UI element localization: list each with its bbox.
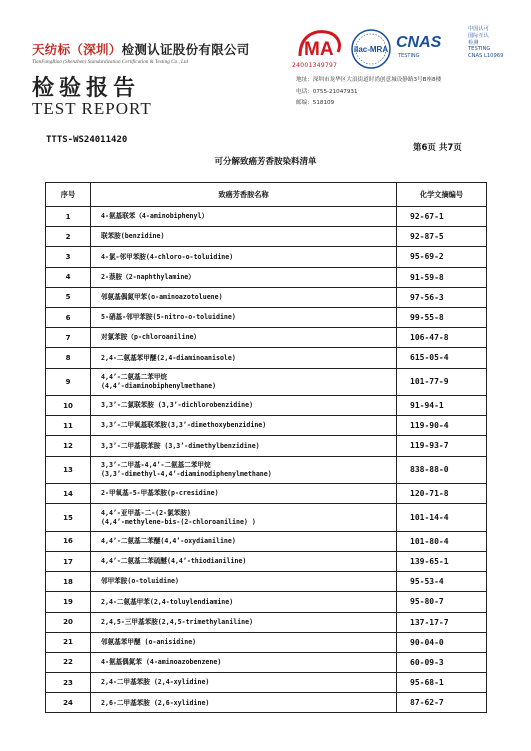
cell-cas-number: 119-90-4 [397,416,487,436]
amine-name-line: 3,3’-二甲基联苯胺 (3,3’-dimethylbenzidine) [101,441,260,450]
cell-amine-name [91,456,397,484]
column-header-cas: 化学文摘编号 [397,183,487,207]
table-row [46,247,487,267]
table-row [46,396,487,416]
cell-no: 16 [46,531,91,551]
report-title-en: TEST REPORT [32,99,152,118]
table-row [46,348,487,368]
cell-amine-name [91,247,397,267]
cell-amine-name [91,673,397,693]
contact-info [296,75,441,110]
cell-cas-number: 137-17-7 [397,612,487,632]
cell-no: 20 [46,612,91,632]
amine-name-line: 2-萘胺（2-naphthylamine） [101,272,195,281]
cell-amine-name [91,572,397,592]
cell-cas-number: 139-65-1 [397,551,487,571]
table-row [46,484,487,504]
table-row [46,416,487,436]
column-header-no: 序号 [46,183,91,207]
amine-name-line: 邻氨基苯甲醚 (o-anisidine) [101,637,197,646]
cell-cas-number: 97-56-3 [397,287,487,307]
cell-cas-number: 60-09-3 [397,652,487,672]
company-name-prefix: 天纺标（深圳） [32,42,122,57]
cell-no: 9 [46,368,91,396]
cell-amine-name [91,504,397,532]
amine-table [45,182,487,713]
cnas-logo-word: CNAS [396,34,442,51]
cell-cas-number: 120-71-8 [397,484,487,504]
table-row [46,612,487,632]
cell-amine-name [91,632,397,652]
amine-name-line: 联苯胺(benzidine) [101,232,165,241]
table-row [46,227,487,247]
company-name-cn [32,40,250,58]
cell-amine-name [91,484,397,504]
cell-no: 3 [46,247,91,267]
cnas-testing-word: TESTING [398,53,420,59]
cell-no: 24 [46,693,91,713]
cnas-line: TESTING [468,46,491,53]
cell-no: 14 [46,484,91,504]
cell-no: 5 [46,287,91,307]
amine-name-line: 4,4’-亚甲基-二-(2-氯苯胺) [101,508,191,517]
cnas-line: 国际互认 [468,32,489,39]
cell-no: 10 [46,396,91,416]
amine-name-line: 2-甲氧基-5-甲基苯胺(p-cresidine) [101,489,219,498]
amine-name-line: 4,4’-二氨基二苯硫醚(4,4’-thiodianiline) [101,557,247,566]
table-row [46,673,487,693]
table-row [46,436,487,456]
amine-name-line: 5-硝基-邻甲苯胺(5-nitro-o-toluidine) [101,313,236,322]
cma-logo-icon [296,26,344,62]
cnas-line: 检测 [468,39,479,46]
amine-name-line: 邻氨基偶氮甲苯(o-aminoazotoluene) [101,293,223,302]
table-row [46,456,487,484]
cell-no: 22 [46,652,91,672]
amine-name-line: 4,4’-二氨基二苯甲烷 [101,373,168,382]
cell-cas-number: 92-87-5 [397,227,487,247]
cell-amine-name [91,693,397,713]
amine-name-line: 2,4-二甲基苯胺 (2,4-xylidine) [101,678,210,687]
cell-cas-number: 95-68-1 [397,673,487,693]
company-name-en: TianFangBiao (Shenzhen) Standardization Certification & Testing Co., Ltd [32,59,188,65]
amine-name-line: (4,4’-methylene-bis-(2-chloroaniline) ) [101,517,256,526]
amine-name-line: 邻甲苯胺(o-toluidine) [101,577,179,586]
document-title: 可分解致癌芳香胺染料清单 [214,157,317,167]
table-row [46,287,487,307]
cell-amine-name [91,267,397,287]
cell-amine-name [91,592,397,612]
amine-name-line: 3,3’-二甲氧基联苯胺(3,3’-dimethoxybenzidine) [101,421,267,430]
cell-cas-number: 838-88-0 [397,456,487,484]
amine-name-line: 4,4’-二氨基二苯醚(4,4’-oxydianiline) [101,537,236,546]
certification-logos [292,24,506,74]
cell-amine-name [91,436,397,456]
cell-no: 11 [46,416,91,436]
cell-cas-number: 95-53-4 [397,572,487,592]
amine-name-line: 2,4,5-三甲基苯胺(2,4,5-trimethylaniline) [101,617,254,626]
cell-cas-number: 91-59-8 [397,267,487,287]
amine-name-line: 3,3’-二甲基-4,4’-二氨基二苯甲烷 [101,461,211,470]
ilac-mra-label: ilac-MRA [353,45,389,54]
cell-no: 8 [46,348,91,368]
cell-no: 18 [46,572,91,592]
cell-no: 19 [46,592,91,612]
table-row [46,592,487,612]
cnas-line: CNAS L10969 [468,53,504,60]
cell-cas-number: 92-67-1 [397,207,487,227]
table-row [46,328,487,348]
table-row [46,572,487,592]
svg-text:MA: MA [304,39,334,60]
cell-no: 7 [46,328,91,348]
phone: 电话：0755-21047931 [296,88,358,95]
cell-cas-number: 119-93-7 [397,436,487,456]
cell-no: 13 [46,456,91,484]
cell-cas-number: 90-04-0 [397,632,487,652]
cell-amine-name [91,328,397,348]
report-number: TTTS-WS24011420 [46,135,128,145]
amine-name-line: 4-氯-邻甲苯胺(4-chloro-o-toluidine) [101,252,234,261]
cell-amine-name [91,652,397,672]
amine-name-line: 4-氨基联苯（4-aminobiphenyl） [101,212,209,221]
cell-amine-name [91,531,397,551]
cell-amine-name [91,348,397,368]
cnas-line: 中国认可 [468,26,489,32]
cell-amine-name [91,416,397,436]
amine-name-line: 对氯苯胺（p-chloroaniline） [101,333,201,342]
address: 地址：深圳市龙华区大浪街道时尚创意城设静路3号B座8楼 [296,77,442,83]
amine-name-line: 2,4-二氨基甲苯(2,4-toluylendiamine) [101,597,234,606]
table-body [46,207,487,713]
amine-name-line: (4,4’-diaminobiphenylmethane) [101,381,217,390]
company-block [32,40,250,65]
table-row [46,693,487,713]
cell-no: 1 [46,207,91,227]
cell-cas-number: 95-69-2 [397,247,487,267]
cell-no: 15 [46,504,91,532]
company-name-suffix: 检测认证股份有限公司 [121,42,250,57]
cell-no: 21 [46,632,91,652]
cell-cas-number: 91-94-1 [397,396,487,416]
amine-name-line: 3,3’-二氯联苯胺 (3,3’-dichlorobenzidine) [101,401,254,410]
table-row [46,504,487,532]
cell-no: 6 [46,307,91,327]
cnas-accreditation-text [468,26,503,60]
cell-cas-number: 106-47-8 [397,328,487,348]
table-header-row [46,183,487,207]
table-row [46,632,487,652]
cell-cas-number: 101-14-4 [397,504,487,532]
table-row [46,551,487,571]
cell-amine-name [91,287,397,307]
cell-no: 12 [46,436,91,456]
cell-no: 4 [46,267,91,287]
cell-no: 2 [46,227,91,247]
cell-amine-name [91,396,397,416]
cell-cas-number: 99-55-8 [397,307,487,327]
table-row [46,307,487,327]
ilac-mra-logo-icon [350,28,392,70]
cell-cas-number: 101-77-9 [397,368,487,396]
amine-name-line: 4-氨基偶氮苯 (4-aminoazobenzene) [101,658,222,667]
cnas-logo [396,26,506,72]
cell-cas-number: 101-80-4 [397,531,487,551]
cell-cas-number: 95-80-7 [397,592,487,612]
cell-cas-number: 615-05-4 [397,348,487,368]
page-number: 第6页 共7页 [413,143,462,153]
cell-amine-name [91,551,397,571]
cell-cas-number: 87-62-7 [397,693,487,713]
table-row [46,652,487,672]
cell-amine-name [91,307,397,327]
table-row [46,207,487,227]
cell-no: 17 [46,551,91,571]
report-title-cn: 检验报告 [32,75,141,101]
cell-amine-name [91,368,397,396]
postcode: 邮编：518109 [296,100,335,106]
amine-name-line: 2,4-二氨基苯甲醚(2,4-diaminoanisole) [101,353,236,362]
column-header-name: 致癌芳香胺名称 [91,183,397,207]
cell-no: 23 [46,673,91,693]
cell-amine-name [91,227,397,247]
amine-name-line: (3,3’-dimethyl-4,4’-diaminodiphenylmethane) [101,469,272,478]
cell-amine-name [91,207,397,227]
table-row [46,368,487,396]
cma-code: 24001349797 [292,62,338,69]
table-row [46,531,487,551]
table-row [46,267,487,287]
amine-name-line: 2,6-二甲基苯胺 (2,6-xylidine) [101,698,210,707]
cell-amine-name [91,612,397,632]
